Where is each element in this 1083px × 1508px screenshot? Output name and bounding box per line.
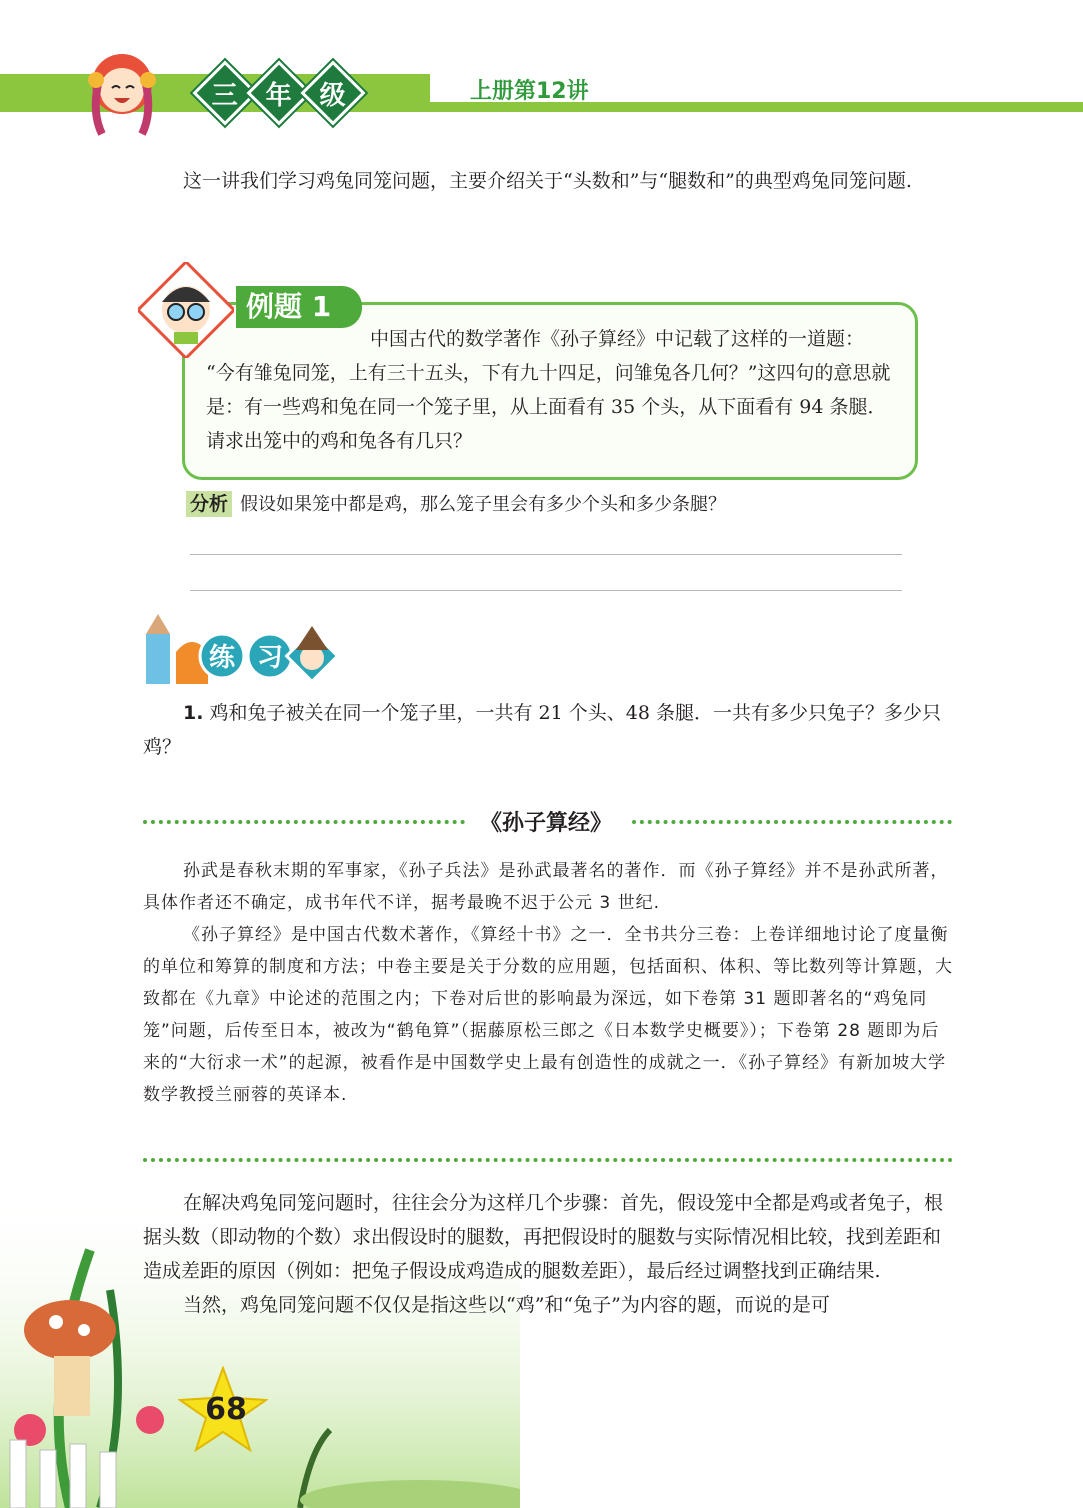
grade-char-text: 三: [211, 80, 239, 111]
answer-line-2: [190, 590, 902, 591]
lecture-title: 上册第12讲: [470, 79, 589, 104]
analysis-tag: 分析: [186, 491, 232, 517]
grade-badge: [200, 70, 358, 116]
sunzi-story: [143, 855, 953, 1111]
sunzi-title: 《孙子算经》: [480, 811, 613, 836]
dotted-divider-left: [143, 820, 465, 824]
analysis-text: 假设如果笼中都是鸡，那么笼子里会有多少个头和多少条腿？: [240, 494, 727, 515]
example-text: [206, 322, 900, 458]
page-number: 68: [205, 1392, 247, 1427]
question-text: 鸡和兔子被关在同一个笼子里，一共有 21 个头、48 条腿．一共有多少只兔子？多少只鸡？: [143, 702, 941, 758]
dotted-divider-bottom: [143, 1158, 953, 1162]
body-paragraph-2: 当然，鸡兔同笼问题不仅仅是指这些以“鸡”和“兔子”为内容的题，而说的是可: [183, 1294, 830, 1316]
grade-char-3: [300, 60, 365, 125]
practice-question-1: [143, 696, 953, 764]
answer-line-1: [190, 554, 902, 555]
grade-char-text: 级: [319, 80, 347, 111]
practice-char-1: 练: [208, 643, 236, 673]
body-text: [143, 1186, 953, 1322]
practice-char-2: 习: [256, 643, 284, 673]
girl-mascot-icon: [84, 44, 160, 140]
example-text-first: 中国古代的数学著作《孙子算经》中记载了这样的一道题：: [370, 328, 865, 350]
analysis: [186, 489, 726, 516]
dotted-divider-right: [632, 820, 952, 824]
intro-paragraph: 这一讲我们学习鸡兔同笼问题，主要介绍关于“头数和”与“腿数和”的典型鸡兔同笼问题.: [183, 170, 912, 192]
grade-char-text: 年: [265, 80, 293, 111]
practice-header-icon: [142, 612, 342, 686]
example-text-rest: “今有雏兔同笼，上有三十五头，下有九十四足，问雏兔各几何？”这四句的意思就是：有一些鸡和兔在同一个笼子里，从上面看有 35 个头，从下面看有 94 条腿．请求出笼中的鸡和兔各有几只？: [206, 362, 891, 452]
question-number: 1.: [183, 702, 204, 724]
sunzi-paragraph-2: 《孙子算经》是中国古代数术著作，《算经十书》之一．全书共分三卷：上卷详细地讨论了度量衡的单位和筹算的制度和方法；中卷主要是关于分数的应用题，包括面积、体积、等比数列等计算题，大致都在《九章》中论述的范围之内；下卷对后世的影响最为深远，如下卷第 31 题即著名的“鸡兔同笼”问题，后传至日本，被改为“鹤龟算”（据藤原松三郎之《日本数学史概要》）；下卷第 28 题即为后来的“大衍求一术”的起源，被看作是中国数学史上最有创造性的成就之一．《孙子算经》有新加坡大学数学教授兰丽蓉的英译本.: [143, 925, 953, 1105]
sunzi-paragraph-1: 孙武是春秋末期的军事家，《孙子兵法》是孙武最著名的著作．而《孙子算经》并不是孙武所著，具体作者还不确定，成书年代不详，据考最晚不迟于公元 3 世纪.: [143, 861, 949, 913]
example-title: 例题 1: [236, 286, 362, 328]
body-paragraph-1: 在解决鸡兔同笼问题时，往往会分为这样几个步骤：首先，假设笼中全都是鸡或者兔子，根据头数（即动物的个数）求出假设时的腿数，再把假设时的腿数与实际情况相比较，找到差距和造成差距的原因（例如：把兔子假设成鸡造成的腿数差距），最后经过调整找到正确结果.: [143, 1192, 944, 1282]
